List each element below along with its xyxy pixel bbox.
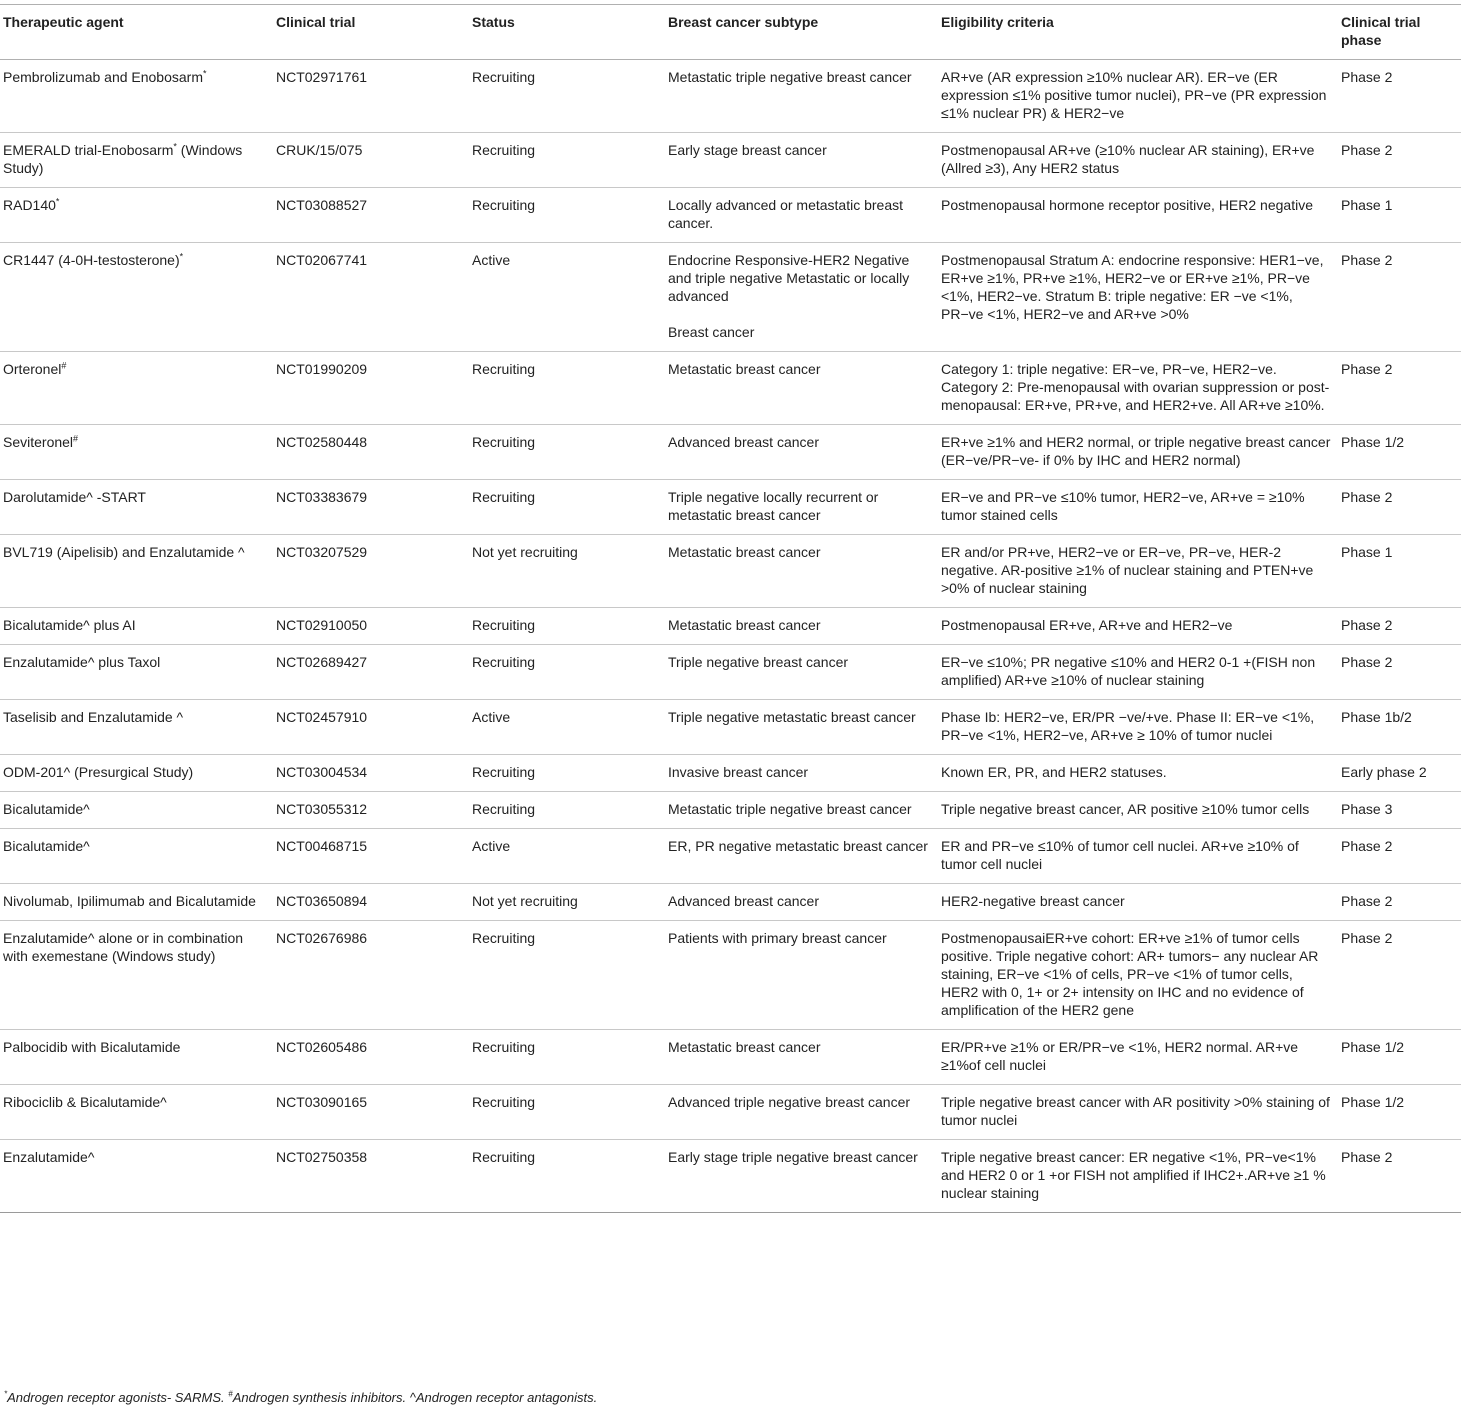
cell-clinical-trial: NCT03055312 bbox=[276, 801, 368, 817]
footnote-text-rest: Androgen synthesis inhibitors. ^Androgen receptor antagonists. bbox=[232, 1390, 598, 1405]
table-row bbox=[0, 243, 1461, 352]
cell-therapeutic-agent bbox=[0, 480, 273, 535]
cell-clinical-trial: NCT00468715 bbox=[276, 838, 368, 854]
table-body bbox=[0, 60, 1461, 1213]
cell-eligibility: Postmenopausal ER+ve, AR+ve and HER2−ve bbox=[941, 617, 1233, 633]
cell-eligibility: Postmenopausal AR+ve (≥10% nuclear AR staining), ER+ve (Allred ≥3), Any HER2 status bbox=[941, 142, 1315, 176]
cell-subtype: Advanced triple negative breast cancer bbox=[668, 1094, 911, 1110]
cell-subtype: Metastatic triple negative breast cancer bbox=[668, 69, 912, 85]
header-status: Status bbox=[472, 14, 515, 30]
cell-subtype: Metastatic breast cancer bbox=[668, 1039, 821, 1055]
table-row bbox=[0, 792, 1461, 829]
table-row bbox=[0, 884, 1461, 921]
cell-status: Recruiting bbox=[472, 434, 536, 450]
cell-status: Recruiting bbox=[472, 1094, 536, 1110]
cell-clinical-trial: NCT03383679 bbox=[276, 489, 368, 505]
cell-therapeutic-agent bbox=[0, 188, 273, 243]
table-row bbox=[0, 608, 1461, 645]
cell-eligibility: Phase Ib: HER2−ve, ER/PR −ve/+ve. Phase II: ER−ve <1%, PR−ve <1%, HER2−ve, AR+ve ≥ 10% of tumor nuclei bbox=[941, 709, 1315, 743]
cell-clinical-trial: NCT01990209 bbox=[276, 361, 368, 377]
cell-clinical-trial: NCT02689427 bbox=[276, 654, 368, 670]
table-row bbox=[0, 645, 1461, 700]
agent-name: Enzalutamide^ plus Taxol bbox=[3, 654, 161, 670]
cell-eligibility: AR+ve (AR expression ≥10% nuclear AR). ER−ve (ER expression ≤1% positive tumor nuclei), PR−ve (PR expression ≤1% nuclear PR) & HER2−ve bbox=[941, 69, 1327, 121]
cell-therapeutic-agent bbox=[0, 425, 273, 480]
cell-subtype: Invasive breast cancer bbox=[668, 764, 809, 780]
cell-phase: Phase 3 bbox=[1341, 801, 1393, 817]
cell-subtype: Locally advanced or metastatic breast cancer. bbox=[668, 197, 904, 231]
cell-phase: Phase 2 bbox=[1341, 361, 1393, 377]
cell-status: Not yet recruiting bbox=[472, 544, 578, 560]
cell-clinical-trial: CRUK/15/075 bbox=[276, 142, 363, 158]
table-row bbox=[0, 1140, 1461, 1213]
agent-name: Enzalutamide^ bbox=[3, 1149, 95, 1165]
cell-phase: Phase 2 bbox=[1341, 489, 1393, 505]
cell-therapeutic-agent bbox=[0, 133, 273, 188]
cell-subtype: Metastatic breast cancer bbox=[668, 544, 821, 560]
agent-name: Bicalutamide^ bbox=[3, 801, 90, 817]
agent-name: RAD140 bbox=[3, 197, 56, 213]
clinical-trials-table bbox=[0, 4, 1461, 1213]
cell-status: Recruiting bbox=[472, 142, 536, 158]
header-eligibility: Eligibility criteria bbox=[941, 14, 1054, 30]
cell-eligibility: Category 1: triple negative: ER−ve, PR−ve, HER2−ve. Category 2: Pre-menopausal with ovarian suppression or post-menopausal: ER+ve, PR+ve, and HER2+ve. All AR+ve ≥10%. bbox=[941, 361, 1330, 413]
cell-clinical-trial: NCT02457910 bbox=[276, 709, 368, 725]
cell-status: Not yet recruiting bbox=[472, 893, 578, 909]
footnote-text-agonist: Androgen receptor agonists- SARMS. bbox=[7, 1390, 229, 1405]
table-row bbox=[0, 60, 1461, 133]
cell-therapeutic-agent bbox=[0, 700, 273, 755]
cell-clinical-trial: NCT03090165 bbox=[276, 1094, 368, 1110]
cell-subtype: Metastatic triple negative breast cancer bbox=[668, 801, 912, 817]
cell-eligibility: Postmenopausal Stratum A: endocrine responsive: HER1−ve, ER+ve ≥1%, PR+ve ≥1%, HER2−ve or ER+ve ≥1%, PR−ve <1%, HER2−ve. Stratum B: triple negative: ER −ve <1%, PR−ve <1%, HER2−ve and AR+ve >0% bbox=[941, 252, 1324, 322]
cell-status: Active bbox=[472, 252, 511, 268]
agent-name: ODM-201^ (Presurgical Study) bbox=[3, 764, 194, 780]
cell-status: Active bbox=[472, 838, 511, 854]
agent-footnote-mark: # bbox=[61, 360, 67, 371]
cell-subtype: Early stage breast cancer bbox=[668, 142, 827, 158]
header-clinical-trial: Clinical trial bbox=[276, 14, 356, 30]
cell-phase: Phase 1/2 bbox=[1341, 1039, 1405, 1055]
cell-therapeutic-agent bbox=[0, 755, 273, 792]
agent-name: Nivolumab, Ipilimumab and Bicalutamide bbox=[3, 893, 256, 909]
cell-clinical-trial: NCT03088527 bbox=[276, 197, 368, 213]
table-row bbox=[0, 829, 1461, 884]
cell-status: Recruiting bbox=[472, 361, 536, 377]
cell-phase: Phase 2 bbox=[1341, 930, 1393, 946]
cell-clinical-trial: NCT03650894 bbox=[276, 893, 368, 909]
cell-status: Recruiting bbox=[472, 489, 536, 505]
cell-eligibility: Triple negative breast cancer: ER negative <1%, PR−ve<1% and HER2 0 or 1 +or FISH not amplified if IHC2+.AR+ve ≥1 % nuclear staining bbox=[941, 1149, 1326, 1201]
cell-clinical-trial: NCT03004534 bbox=[276, 764, 368, 780]
agent-name: Seviteronel bbox=[3, 434, 74, 450]
table-row bbox=[0, 535, 1461, 608]
cell-phase: Phase 2 bbox=[1341, 838, 1393, 854]
cell-phase: Phase 2 bbox=[1341, 69, 1393, 85]
cell-phase: Phase 1 bbox=[1341, 544, 1393, 560]
cell-phase: Early phase 2 bbox=[1341, 764, 1427, 780]
agent-name: Pembrolizumab and Enobosarm bbox=[3, 69, 203, 85]
cell-status: Recruiting bbox=[472, 1149, 536, 1165]
cell-status: Recruiting bbox=[472, 197, 536, 213]
agent-name: Orteronel bbox=[3, 361, 62, 377]
cell-clinical-trial: NCT02750358 bbox=[276, 1149, 368, 1165]
cell-status: Recruiting bbox=[472, 764, 536, 780]
table-header-row bbox=[0, 5, 1461, 60]
agent-footnote-mark: # bbox=[73, 433, 79, 444]
cell-therapeutic-agent bbox=[0, 608, 273, 645]
cell-status: Recruiting bbox=[472, 930, 536, 946]
cell-eligibility: ER−ve and PR−ve ≤10% tumor, HER2−ve, AR+ve = ≥10% tumor stained cells bbox=[941, 489, 1305, 523]
cell-clinical-trial: NCT02910050 bbox=[276, 617, 368, 633]
cell-eligibility: ER and/or PR+ve, HER2−ve or ER−ve, PR−ve, HER-2 negative. AR-positive ≥1% of nuclear staining and PTEN+ve >0% of nuclear staining bbox=[941, 544, 1314, 596]
cell-eligibility: Postmenopausal hormone receptor positive, HER2 negative bbox=[941, 197, 1313, 213]
header-subtype: Breast cancer subtype bbox=[668, 14, 819, 30]
agent-footnote-mark: * bbox=[173, 141, 177, 152]
cell-subtype: Triple negative metastatic breast cancer bbox=[668, 709, 916, 725]
cell-therapeutic-agent bbox=[0, 352, 273, 425]
agent-footnote-mark: * bbox=[203, 68, 207, 79]
agent-name: Enzalutamide^ alone or in combination with exemestane (Windows study) bbox=[3, 930, 244, 964]
table-row bbox=[0, 188, 1461, 243]
cell-subtype: Patients with primary breast cancer bbox=[668, 930, 887, 946]
cell-subtype: Triple negative breast cancer bbox=[668, 654, 849, 670]
cell-subtype: Triple negative locally recurrent or metastatic breast cancer bbox=[668, 489, 879, 523]
cell-phase: Phase 1/2 bbox=[1341, 434, 1405, 450]
cell-phase: Phase 1b/2 bbox=[1341, 709, 1412, 725]
agent-name: Bicalutamide^ bbox=[3, 838, 90, 854]
cell-status: Recruiting bbox=[472, 69, 536, 85]
cell-phase: Phase 2 bbox=[1341, 617, 1393, 633]
cell-status: Recruiting bbox=[472, 1039, 536, 1055]
cell-clinical-trial: NCT02580448 bbox=[276, 434, 368, 450]
cell-eligibility: ER+ve ≥1% and HER2 normal, or triple negative breast cancer (ER−ve/PR−ve- if 0% by IHC and HER2 normal) bbox=[941, 434, 1331, 468]
header-phase: Clinical trial phase bbox=[1341, 14, 1421, 48]
cell-subtype: Early stage triple negative breast cancer bbox=[668, 1149, 918, 1165]
cell-phase: Phase 2 bbox=[1341, 1149, 1393, 1165]
cell-therapeutic-agent bbox=[0, 921, 273, 1030]
cell-therapeutic-agent bbox=[0, 1030, 273, 1085]
agent-name: EMERALD trial-Enobosarm bbox=[3, 142, 174, 158]
cell-phase: Phase 2 bbox=[1341, 893, 1393, 909]
agent-name: Taselisib and Enzalutamide ^ bbox=[3, 709, 184, 725]
cell-status: Recruiting bbox=[472, 801, 536, 817]
cell-eligibility: PostmenopausaiER+ve cohort: ER+ve ≥1% of tumor cells positive. Triple negative cohort: AR+ tumors− any nuclear AR staining, ER−ve <1% of cells, PR−ve <1% of tumor cells, HER2 with 0, 1+ or 2+ intensity on IHC and no evidence of amplification of the HER2 gene bbox=[941, 930, 1319, 1018]
agent-name-suffix: (Windows Study) bbox=[3, 142, 243, 176]
cell-therapeutic-agent bbox=[0, 645, 273, 700]
cell-eligibility: ER and PR−ve ≤10% of tumor cell nuclei. AR+ve ≥10% of tumor cell nuclei bbox=[941, 838, 1299, 872]
cell-eligibility: Known ER, PR, and HER2 statuses. bbox=[941, 764, 1167, 780]
cell-eligibility: Triple negative breast cancer with AR positivity >0% staining of tumor nuclei bbox=[941, 1094, 1330, 1128]
agent-name: Darolutamide^ -START bbox=[3, 489, 146, 505]
table-row bbox=[0, 1030, 1461, 1085]
cell-phase: Phase 1/2 bbox=[1341, 1094, 1405, 1110]
cell-subtype: Metastatic breast cancer bbox=[668, 617, 821, 633]
cell-therapeutic-agent bbox=[0, 1085, 273, 1140]
cell-subtype: Advanced breast cancer bbox=[668, 434, 819, 450]
agent-name: BVL719 (Aipelisib) and Enzalutamide ^ bbox=[3, 544, 245, 560]
agent-name: Bicalutamide^ plus AI bbox=[3, 617, 136, 633]
table-row bbox=[0, 1085, 1461, 1140]
agent-name: Ribociclib & Bicalutamide^ bbox=[3, 1094, 167, 1110]
cell-therapeutic-agent bbox=[0, 243, 273, 352]
table-row bbox=[0, 352, 1461, 425]
cell-therapeutic-agent bbox=[0, 1140, 273, 1213]
footnote-mark-agonist: * bbox=[4, 1389, 8, 1399]
table-row bbox=[0, 480, 1461, 535]
agent-footnote-mark: * bbox=[179, 251, 184, 262]
cell-subtype: ER, PR negative metastatic breast cancer bbox=[668, 838, 928, 854]
table-row bbox=[0, 700, 1461, 755]
cell-phase: Phase 2 bbox=[1341, 654, 1393, 670]
agent-name: CR1447 (4-0H-testosterone) bbox=[3, 252, 180, 268]
table-row bbox=[0, 425, 1461, 480]
cell-status: Recruiting bbox=[472, 654, 536, 670]
cell-subtype: Endocrine Responsive-HER2 Negative and triple negative Metastatic or locally advanced Breast cancer bbox=[668, 252, 910, 340]
agent-name: Palbocidib with Bicalutamide bbox=[3, 1039, 181, 1055]
table-row bbox=[0, 133, 1461, 188]
cell-phase: Phase 1 bbox=[1341, 197, 1393, 213]
cell-subtype: Advanced breast cancer bbox=[668, 893, 819, 909]
cell-therapeutic-agent bbox=[0, 792, 273, 829]
cell-clinical-trial: NCT02605486 bbox=[276, 1039, 368, 1055]
cell-status: Active bbox=[472, 709, 511, 725]
cell-phase: Phase 2 bbox=[1341, 252, 1393, 268]
cell-eligibility: Triple negative breast cancer, AR positive ≥10% tumor cells bbox=[941, 801, 1310, 817]
table-row bbox=[0, 921, 1461, 1030]
table-row bbox=[0, 755, 1461, 792]
agent-footnote-mark: * bbox=[55, 196, 60, 207]
cell-status: Recruiting bbox=[472, 617, 536, 633]
cell-therapeutic-agent bbox=[0, 884, 273, 921]
cell-clinical-trial: NCT02067741 bbox=[276, 252, 368, 268]
cell-therapeutic-agent bbox=[0, 829, 273, 884]
footnote-mark-synthesis: # bbox=[228, 1389, 233, 1399]
header-therapeutic-agent: Therapeutic agent bbox=[3, 14, 124, 30]
cell-eligibility: ER/PR+ve ≥1% or ER/PR−ve <1%, HER2 normal. AR+ve ≥1%of cell nuclei bbox=[941, 1039, 1299, 1073]
cell-therapeutic-agent bbox=[0, 60, 273, 133]
cell-clinical-trial: NCT03207529 bbox=[276, 544, 368, 560]
cell-eligibility: ER−ve ≤10%; PR negative ≤10% and HER2 0-1 +(FISH non amplified) AR+ve ≥10% of nuclear staining bbox=[941, 654, 1316, 688]
cell-clinical-trial: NCT02971761 bbox=[276, 69, 368, 85]
cell-therapeutic-agent bbox=[0, 535, 273, 608]
cell-clinical-trial: NCT02676986 bbox=[276, 930, 368, 946]
cell-subtype: Metastatic breast cancer bbox=[668, 361, 821, 377]
cell-eligibility: HER2-negative breast cancer bbox=[941, 893, 1125, 909]
cell-phase: Phase 2 bbox=[1341, 142, 1393, 158]
table-footnote bbox=[4, 1390, 597, 1405]
